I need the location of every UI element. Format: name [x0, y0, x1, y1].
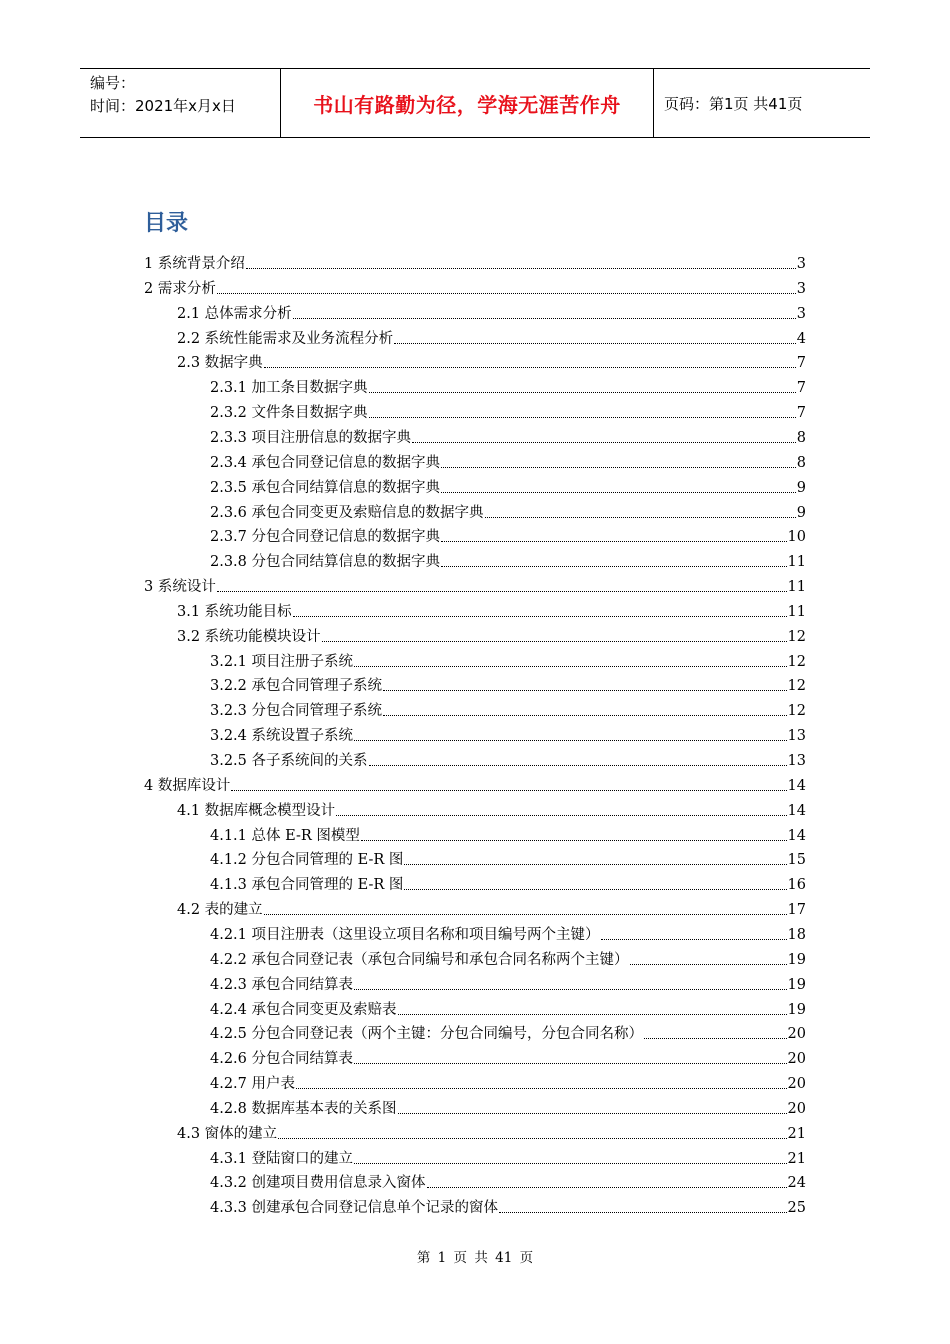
toc-entry-label: 4.3.3 创建承包合同登记信息单个记录的窗体 [210, 1200, 499, 1217]
toc-dot-leader [264, 914, 787, 915]
toc-entry-label: 4.2.5 分包合同登记表（两个主键：分包合同编号，分包合同名称） [210, 1026, 644, 1043]
toc-entry[interactable] [210, 525, 806, 547]
document-number-label: 编号： [90, 74, 136, 92]
document-date: 时间：2021年x月x日 [90, 97, 236, 115]
toc-entry-page: 20 [787, 1100, 806, 1117]
toc-dot-leader [441, 467, 796, 468]
toc-entry[interactable] [210, 376, 806, 398]
toc-entry[interactable] [210, 1196, 806, 1218]
toc-entry-label: 2.3.1 加工条目数据字典 [210, 380, 368, 397]
toc-dot-leader [361, 840, 787, 841]
toc-entry-label: 3.2.2 承包合同管理子系统 [210, 678, 383, 695]
toc-entry[interactable] [177, 351, 806, 373]
toc-entry-label: 2.3 数据字典 [177, 355, 263, 372]
toc-entry-page: 14 [787, 802, 806, 819]
toc-dot-leader [354, 740, 787, 741]
toc-entry[interactable] [210, 1072, 806, 1094]
toc-entry[interactable] [177, 302, 806, 324]
toc-entry[interactable] [177, 898, 806, 920]
toc-entry-label: 4.2.2 承包合同登记表（承包合同编号和承包合同名称两个主键） [210, 951, 629, 968]
toc-entry-page: 24 [787, 1175, 806, 1192]
toc-entry[interactable] [210, 476, 806, 498]
toc-entry-label: 4.3 窗体的建立 [177, 1125, 278, 1142]
toc-entry[interactable] [177, 600, 806, 622]
toc-dot-leader [441, 566, 787, 567]
toc-entry-label: 2.3.6 承包合同变更及索赔信息的数据字典 [210, 504, 484, 521]
page-footer: 第 1 页 共 41 页 [416, 1250, 534, 1266]
toc-entry-page: 12 [787, 628, 806, 645]
toc-entry-page: 8 [796, 429, 806, 446]
toc-entry-label: 3.1 系统功能目标 [177, 603, 292, 620]
toc-entry-page: 19 [787, 951, 806, 968]
toc-entry[interactable] [144, 774, 806, 796]
toc-entry-page: 11 [787, 554, 806, 571]
toc-dot-leader [231, 790, 786, 791]
toc-entry[interactable] [177, 327, 806, 349]
toc-entry-page: 7 [796, 405, 806, 422]
toc-title: 目录 [144, 211, 189, 236]
toc-entry-label: 4.2.6 分包合同结算表 [210, 1051, 354, 1068]
toc-dot-leader [354, 989, 787, 990]
toc-dot-leader [412, 442, 796, 443]
header-motto: 书山有路勤为径，学海无涯苦作舟 [281, 69, 654, 137]
toc-entry-page: 17 [787, 902, 806, 919]
toc-entry[interactable] [210, 401, 806, 423]
toc-dot-leader [601, 939, 787, 940]
toc-entry-label: 4.2.8 数据库基本表的关系图 [210, 1100, 397, 1117]
toc-entry[interactable] [210, 749, 806, 771]
toc-dot-leader [398, 1113, 787, 1114]
toc-entry-label: 4.1.1 总体 E-R 图模型 [210, 827, 360, 844]
toc-entry-label: 4.2.1 项目注册表（这里设立项目名称和项目编号两个主键） [210, 926, 600, 943]
toc-entry-page: 25 [787, 1200, 806, 1217]
toc-entry-label: 2.3.4 承包合同登记信息的数据字典 [210, 454, 441, 471]
toc-entry-label: 4.2.4 承包合同变更及索赔表 [210, 1001, 397, 1018]
toc-entry[interactable] [210, 973, 806, 995]
toc-dot-leader [383, 715, 787, 716]
toc-dot-leader [293, 318, 796, 319]
toc-entry-page: 18 [787, 926, 806, 943]
page-header [80, 68, 870, 138]
toc-entry[interactable] [177, 625, 806, 647]
toc-entry-page: 12 [787, 703, 806, 720]
toc-entry[interactable] [210, 674, 806, 696]
toc-entry-page: 19 [787, 976, 806, 993]
toc-entry-label: 4.1 数据库概念模型设计 [177, 802, 336, 819]
toc-entry-label: 2.3.3 项目注册信息的数据字典 [210, 429, 412, 446]
toc-entry[interactable] [210, 848, 806, 870]
toc-entry-label: 4.2.7 用户表 [210, 1076, 296, 1093]
toc-dot-leader [427, 1187, 787, 1188]
toc-entry-label: 2.2 系统性能需求及业务流程分析 [177, 330, 394, 347]
toc-entry[interactable] [210, 1097, 806, 1119]
toc-dot-leader [354, 1063, 787, 1064]
toc-dot-leader [485, 517, 796, 518]
toc-entry-label: 2 需求分析 [144, 280, 216, 297]
toc-entry-page: 14 [787, 827, 806, 844]
header-meta [80, 69, 281, 137]
toc-entry-label: 3.2.5 各子系统间的关系 [210, 753, 368, 769]
toc-entry-page: 11 [787, 579, 806, 596]
toc-entry-page: 9 [796, 504, 806, 521]
toc-entry[interactable] [210, 948, 806, 970]
toc-entry[interactable] [210, 650, 806, 672]
toc-dot-leader [322, 641, 787, 642]
toc-dot-leader [336, 815, 786, 816]
toc-entry-page: 20 [787, 1051, 806, 1068]
toc-entry[interactable] [210, 699, 806, 721]
toc-entry-page: 20 [787, 1076, 806, 1093]
toc-dot-leader [398, 1014, 787, 1015]
toc-entry-label: 3.2.1 项目注册子系统 [210, 653, 354, 670]
toc-dot-leader [441, 541, 787, 542]
toc-entry-page: 21 [787, 1150, 806, 1167]
toc-entry-label: 2.3.7 分包合同登记信息的数据字典 [210, 529, 441, 546]
toc-entry-label: 3.2 系统功能模块设计 [177, 628, 321, 645]
toc-entry-page: 7 [796, 355, 806, 372]
toc-entry[interactable] [210, 1047, 806, 1069]
toc-entry-label: 3 系统设计 [144, 579, 216, 596]
toc-entry[interactable] [210, 451, 806, 473]
toc-dot-leader [296, 1088, 787, 1089]
toc-entry-label: 2.3.8 分包合同结算信息的数据字典 [210, 554, 441, 571]
toc-dot-leader [644, 1038, 787, 1039]
toc-dot-leader [264, 367, 796, 368]
toc-entry[interactable] [144, 252, 806, 274]
toc-entry-page: 14 [787, 777, 806, 794]
toc-entry-page: 21 [787, 1125, 806, 1142]
toc-entry-label: 4.3.1 登陆窗口的建立 [210, 1150, 354, 1167]
toc-entry[interactable] [210, 724, 806, 746]
toc-entry-page: 9 [796, 479, 806, 496]
toc-dot-leader [404, 864, 786, 865]
toc-entry[interactable] [210, 550, 806, 572]
toc-dot-leader [217, 293, 796, 294]
toc-dot-leader [278, 1138, 786, 1139]
toc-entry-label: 1 系统背景介绍 [144, 256, 245, 272]
toc-entry-label: 4 数据库设计 [144, 777, 231, 794]
toc-dot-leader [499, 1212, 787, 1213]
toc-entry-page: 19 [787, 1001, 806, 1018]
toc-entry[interactable] [210, 501, 806, 523]
toc-entry-label: 4.1.2 分包合同管理的 E-R 图 [210, 852, 404, 869]
toc-dot-leader [404, 889, 786, 890]
toc-dot-leader [369, 417, 796, 418]
toc-entry-page: 13 [787, 728, 806, 745]
toc-dot-leader [246, 268, 796, 269]
toc-entry-page: 3 [796, 256, 806, 272]
toc-entry-page: 10 [787, 529, 806, 546]
toc-dot-leader [217, 591, 787, 592]
toc-entry-label: 2.3.5 承包合同结算信息的数据字典 [210, 479, 441, 496]
toc-entry-page: 8 [796, 454, 806, 471]
toc-entry[interactable] [210, 824, 806, 846]
toc-entry-page: 12 [787, 653, 806, 670]
toc-dot-leader [394, 343, 796, 344]
toc-dot-leader [354, 1163, 787, 1164]
toc-entry[interactable] [210, 1171, 806, 1193]
toc-entry[interactable] [210, 426, 806, 448]
toc-entry-page: 12 [787, 678, 806, 695]
toc-entry[interactable] [177, 799, 806, 821]
toc-entry-page: 15 [787, 852, 806, 869]
toc-entry-label: 4.2 表的建立 [177, 902, 263, 919]
toc-dot-leader [293, 616, 787, 617]
toc-dot-leader [369, 765, 787, 766]
toc-entry-label: 2.1 总体需求分析 [177, 305, 292, 322]
toc-entry-label: 4.2.3 承包合同结算表 [210, 976, 354, 993]
toc-entry-page: 16 [787, 877, 806, 894]
toc-dot-leader [354, 666, 787, 667]
toc-entry-label: 3.2.4 系统设置子系统 [210, 728, 354, 745]
toc-dot-leader [369, 392, 796, 393]
toc-entry-page: 20 [787, 1026, 806, 1043]
toc-entry-label: 4.1.3 承包合同管理的 E-R 图 [210, 877, 404, 894]
toc-dot-leader [383, 690, 787, 691]
toc-entry-page: 3 [796, 305, 806, 322]
toc-entry[interactable] [144, 575, 806, 597]
toc-entry-page: 11 [787, 603, 806, 620]
toc-entry[interactable] [210, 1147, 806, 1169]
toc-entry-label: 4.3.2 创建项目费用信息录入窗体 [210, 1175, 426, 1192]
toc-entry-label: 3.2.3 分包合同管理子系统 [210, 703, 383, 720]
toc-entry[interactable] [210, 1022, 806, 1044]
toc-entry-page: 4 [796, 330, 806, 347]
toc-entry[interactable] [210, 998, 806, 1020]
toc-entry[interactable] [210, 873, 806, 895]
toc-entry[interactable] [144, 277, 806, 299]
toc-entry-page: 13 [787, 753, 806, 769]
toc-dot-leader [441, 492, 796, 493]
header-page-info: 页码：第1页 共41页 [664, 94, 803, 113]
toc-entry-page: 7 [796, 380, 806, 397]
toc-entry-page: 3 [796, 280, 806, 297]
toc-dot-leader [630, 964, 787, 965]
toc-entry-label: 2.3.2 文件条目数据字典 [210, 405, 368, 422]
toc-entry[interactable] [210, 923, 806, 945]
toc-entry[interactable] [177, 1122, 806, 1144]
